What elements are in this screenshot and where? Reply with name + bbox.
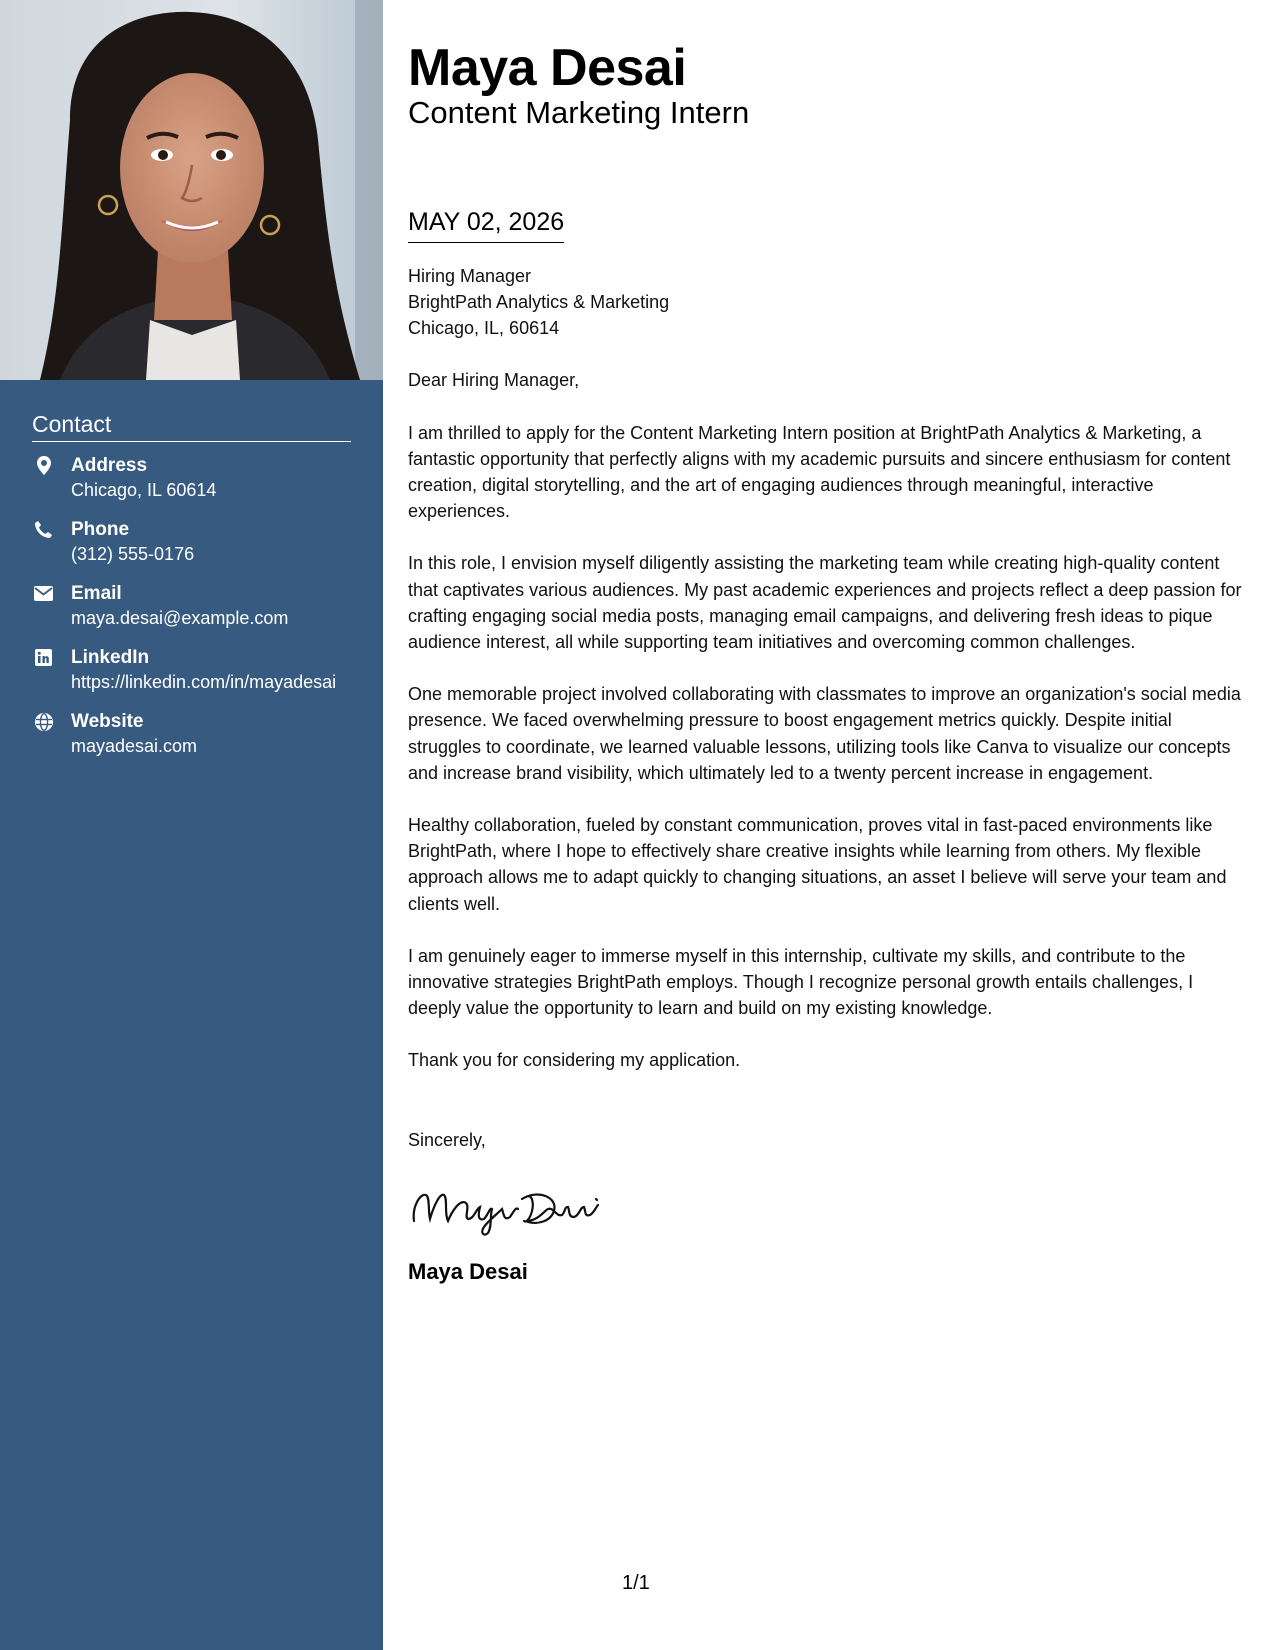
applicant-role: Content Marketing Intern (408, 95, 750, 131)
phone-label: Phone (71, 519, 130, 541)
phone-icon (34, 520, 53, 539)
applicant-name: Maya Desai (408, 39, 687, 97)
email-value: maya.desai@example.com (71, 608, 289, 629)
address-value: Chicago, IL 60614 (71, 480, 217, 501)
page-number: 1/1 (622, 1572, 650, 1594)
website-label: Website (71, 711, 144, 733)
recipient-block (408, 263, 1248, 341)
contact-section (32, 412, 351, 774)
recipient-company: BrightPath Analytics & Marketing (408, 292, 670, 313)
envelope-icon (34, 584, 53, 603)
profile-photo (0, 0, 383, 380)
contact-phone (32, 518, 351, 566)
sidebar (0, 0, 383, 1650)
contact-address (32, 454, 351, 502)
email-label: Email (71, 583, 122, 605)
contact-linkedin (32, 646, 351, 694)
contact-email (32, 582, 351, 630)
closing: Sincerely, (408, 1129, 486, 1150)
linkedin-icon (34, 648, 53, 667)
paragraph-5: I am genuinely eager to immerse myself in this internship, cultivate my skills, and contribute to the innovative strategies BrightPath employs. Though I recognize personal growth entails challenges, I deeply value the opportunity to learn and build on my existing knowledge. (408, 945, 1194, 1019)
linkedin-value[interactable]: https://linkedin.com/in/mayadesai (71, 672, 337, 693)
signatory-name: Maya Desai (408, 1258, 528, 1284)
address-label: Address (71, 455, 148, 477)
globe-icon (34, 712, 53, 731)
letter-date-block (408, 209, 564, 244)
paragraph-3: One memorable project involved collaborating with classmates to improve an organization's social media presence. We faced overwhelming pressure to boost engagement metrics quickly. Despite initial struggles to coordinate, we learned valuable lessons, utilizing tools like Canva to visualize our concepts and increase brand visibility, which ultimately led to a twenty percent increase in engagement. (408, 684, 1241, 783)
recipient-title: Hiring Manager (408, 266, 532, 287)
contact-website (32, 710, 351, 758)
paragraph-4: Healthy collaboration, fueled by constant communication, proves vital in fast-paced environments like BrightPath, where I hope to effectively share creative insights while learning from others. My flexible approach allows me to adapt quickly to changing situations, an asset I believe will serve your team and clients well. (408, 814, 1227, 914)
website-value[interactable]: mayadesai.com (71, 736, 198, 757)
paragraph-6: Thank you for considering my application. (408, 1050, 741, 1071)
letter-main (408, 40, 1248, 1285)
recipient-address: Chicago, IL, 60614 (408, 318, 560, 339)
letter-date: MAY 02, 2026 (408, 207, 565, 236)
paragraph-2: In this role, I envision myself diligently assisting the marketing team while creating high-quality content that captivates various audiences. My past academic experiences and projects reflect a deep passion for crafting engaging social media posts, managing email campaigns, and delivering fresh ideas to pique audience interest, all while supporting team initiatives and overcoming common challenges. (408, 553, 1242, 652)
contact-heading: Contact (32, 412, 351, 442)
paragraph-1: I am thrilled to apply for the Content Marketing Intern position at BrightPath Analytics & Marketing, a fantastic opportunity that perfectly aligns with my academic pursuits and sincere enthusiasm for content creation, digital storytelling, and the art of engaging audiences through meaningful, interactive experiences. (408, 422, 1231, 522)
handwritten-signature (408, 1181, 1248, 1237)
salutation: Dear Hiring Manager, (408, 370, 580, 391)
phone-value: (312) 555-0176 (71, 544, 195, 565)
linkedin-label: LinkedIn (71, 647, 150, 669)
map-pin-icon (34, 456, 53, 475)
